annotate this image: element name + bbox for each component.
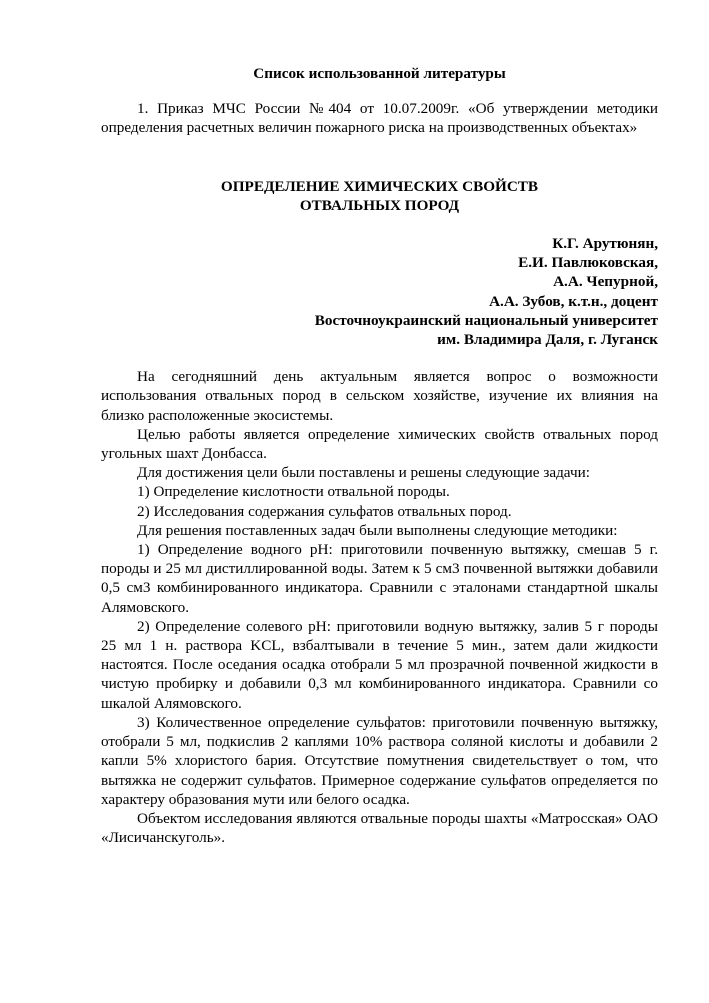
article-title xyxy=(101,177,658,215)
article-title-line-2: ОТВАЛЬНЫХ ПОРОД xyxy=(299,196,460,214)
author-line: А.А. Зубов, к.т.н., доцент xyxy=(489,292,658,310)
body-paragraph: 2) Исследования содержания сульфатов отвальных пород. xyxy=(137,502,512,520)
body-paragraph: Для достижения цели были поставлены и решены следующие задачи: xyxy=(137,464,590,482)
affiliation-line: Восточноукраинский национальный университет xyxy=(314,311,658,329)
body-paragraph: На сегодняшний день актуальным является вопрос о возможности использования отвальных пород в сельском хозяйстве, изучение их влияния на близко расположенные экосистемы. xyxy=(101,368,658,424)
article-body xyxy=(101,367,658,847)
body-paragraph: 1) Определение водного pH: приготовили почвенную вытяжку, смешав 5 г. породы и 25 мл дистиллированной воды. Затем к 5 см3 почвенной вытяжки добавили 0,5 см3 комбинированного индикатора. Сравнили с эталонами стандартной шкалы Алямовского. xyxy=(101,541,658,616)
body-paragraph: 2) Определение солевого pH: приготовили водную вытяжку, залив 5 г породы 25 мл 1 н. раствора KCL, взбалтывали в течение 5 мин., затем дали жидкости настоятся. После оседания осадка отобрали 5 мл прозрачной почвенной жидкости в чистую пробирку и добавили 0,3 мл комбинированного индикатора. Сравнили со шкалой Алямовского. xyxy=(101,617,658,712)
author-line: А.А. Чепурной, xyxy=(553,273,658,291)
body-paragraph: Объектом исследования являются отвальные породы шахты «Матросская» ОАО «Лисичанскуголь». xyxy=(101,809,658,847)
body-paragraph: 3) Количественное определение сульфатов: приготовили почвенную вытяжку, отобрали 5 мл, подкислив 2 каплями 10% раствора соляной кислоты и добавили 2 капли 5% хлористого бария. Отсутствие помутнения свидетельствует о том, что вытяжка не содержит сульфатов. Примерное содержание сульфатов определяется по характеру образования мути или белого осадка. xyxy=(101,713,658,808)
author-line: К.Г. Арутюнян, xyxy=(552,235,658,253)
document-page xyxy=(101,64,658,847)
references-heading: Список использованной литературы xyxy=(253,65,506,82)
article-title-line-1: ОПРЕДЕЛЕНИЕ ХИМИЧЕСКИХ СВОЙСТВ xyxy=(220,177,539,195)
body-paragraph: Для решения поставленных задач были выполнены следующие методики: xyxy=(137,521,618,539)
author-line: Е.И. Павлюковская, xyxy=(518,254,658,272)
affiliation-line: им. Владимира Даля, г. Луганск xyxy=(437,331,658,349)
authors-block xyxy=(101,234,658,349)
body-paragraph: Целью работы является определение химических свойств отвальных пород угольных шахт Донбасса. xyxy=(101,425,658,463)
body-paragraph: 1) Определение кислотности отвальной породы. xyxy=(137,483,450,501)
reference-item: 1. Приказ МЧС России №404 от 10.07.2009г. «Об утверждении методики определения расчетных величин пожарного риска на производственных объектах» xyxy=(101,100,658,137)
